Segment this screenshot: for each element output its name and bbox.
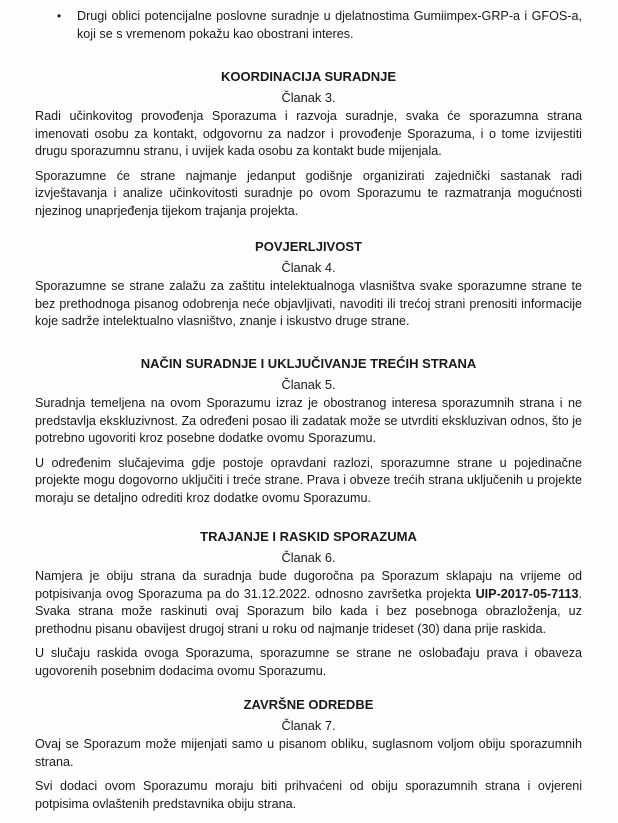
bullet-icon: • bbox=[57, 9, 62, 23]
section-trajanje-raskid bbox=[35, 528, 582, 687]
paragraph-text: . Svaka strana može raskinuti ovaj Sporazum bilo kada i bez posebnoga obrazloženja, uz prethodnu pisanu obavijest drugoj strani u roku od najmanje trideset (30) dana prije raskida. bbox=[35, 586, 582, 636]
paragraph: Sporazumne će strane najmanje jedanput godišnje organizirati zajednički sastanak radi izvještavanja i analize učinkovitosti suradnje po ovom Sporazumu te razmatranja mogućnosti njezinog unaprjeđenja tijekom trajanja projekta. bbox=[35, 168, 582, 218]
paragraph: Suradnja temeljena na ovom Sporazumu izraz je obostranog interesa sporazumnih strana i ne predstavlja ekskluzivnost. Za određeni posao ili zadatak može se utvrditi ekskluzivan odnos, što je potrebno ugovoriti kroz posebne dodatke ovomu Sporazumu. bbox=[35, 396, 582, 445]
paragraph: Svi dodaci ovom Sporazumu moraju biti prihvaćeni od obiju sporazumnih strana i ovjereni potpisima ovlaštenih predstavnika obiju strana. bbox=[35, 779, 582, 811]
section-heading: TRAJANJE I RASKID SPORAZUMA bbox=[200, 529, 417, 544]
section-heading: ZAVRŠNE ODREDBE bbox=[243, 697, 374, 712]
article-number: Članak 5. bbox=[281, 376, 336, 392]
section-koordinacija bbox=[35, 68, 582, 227]
section-heading: NAČIN SURADNJE I UKLJUČIVANJE TREĆIH STRANA bbox=[140, 356, 477, 371]
paragraph: U određenim slučajevima gdje postoje opravdani razlozi, sporazumne strane u pojedinačne projekte mogu dogovorno uključiti i treće strane. Prava i obveze trećih strana uključenih u projekte moraju se detaljno odrediti kroz dodatke ovomu Sporazumu. bbox=[35, 455, 582, 505]
article-number: Članak 7. bbox=[281, 717, 336, 733]
section-heading: KOORDINACIJA SURADNJE bbox=[220, 69, 397, 84]
section-povjerljivost bbox=[35, 238, 582, 338]
paragraph: U slučaju raskida ovoga Sporazuma, sporazumne se strane ne oslobađaju prava i obaveza ugovorenih posebnim dodacima ovomu Sporazumu. bbox=[35, 646, 582, 678]
article-number: Članak 4. bbox=[281, 259, 336, 275]
section-heading: POVJERLJIVOST bbox=[255, 239, 362, 254]
project-code: UIP-2017-05-7113 bbox=[475, 586, 579, 601]
bullet-list-item bbox=[57, 8, 582, 43]
paragraph: Ovaj se Sporazum može mijenjati samo u pisanom obliku, suglasnom voljom obiju sporazumnih strana. bbox=[35, 737, 582, 769]
paragraph: Sporazumne se strane zalažu za zaštitu intelektualnoga vlasništva svake sporazumne strane te bez prethodnoga pisanog odobrenja neće objavljivati, navoditi ili trećoj strani prenositi informacije koje sadrže intelektualno vlasništvo, znanje i iskustvo druge strane. bbox=[35, 279, 582, 328]
paragraph-text: Namjera je obiju strana da suradnja bude dugoročna pa Sporazum sklapaju na vrijeme od potpisivanja ovog Sporazuma pa do 31.12.2022. odnosno završetka projekta bbox=[35, 569, 582, 601]
article-number: Članak 3. bbox=[281, 89, 336, 105]
bullet-text: Drugi oblici potencijalne poslovne suradnje u djelatnostima Gumiimpex-GRP-a i GFOS-a, koji se s vremenom pokažu kao obostrani interes. bbox=[77, 9, 582, 41]
paragraph: Radi učinkovitog provođenja Sporazuma i razvoja suradnje, svaka će sporazumna strana imenovati osobu za kontakt, odgovornu za nadzor i provođenje Sporazuma, i o tome izvijestiti drugu sporazumnu stranu, i uvijek kada osobu za kontakt bude mijenjala. bbox=[35, 109, 582, 158]
paragraph bbox=[35, 568, 582, 638]
section-zavrsne-odredbe bbox=[35, 696, 582, 820]
article-number: Članak 6. bbox=[281, 549, 336, 565]
section-nacin-suradnje bbox=[35, 355, 582, 514]
